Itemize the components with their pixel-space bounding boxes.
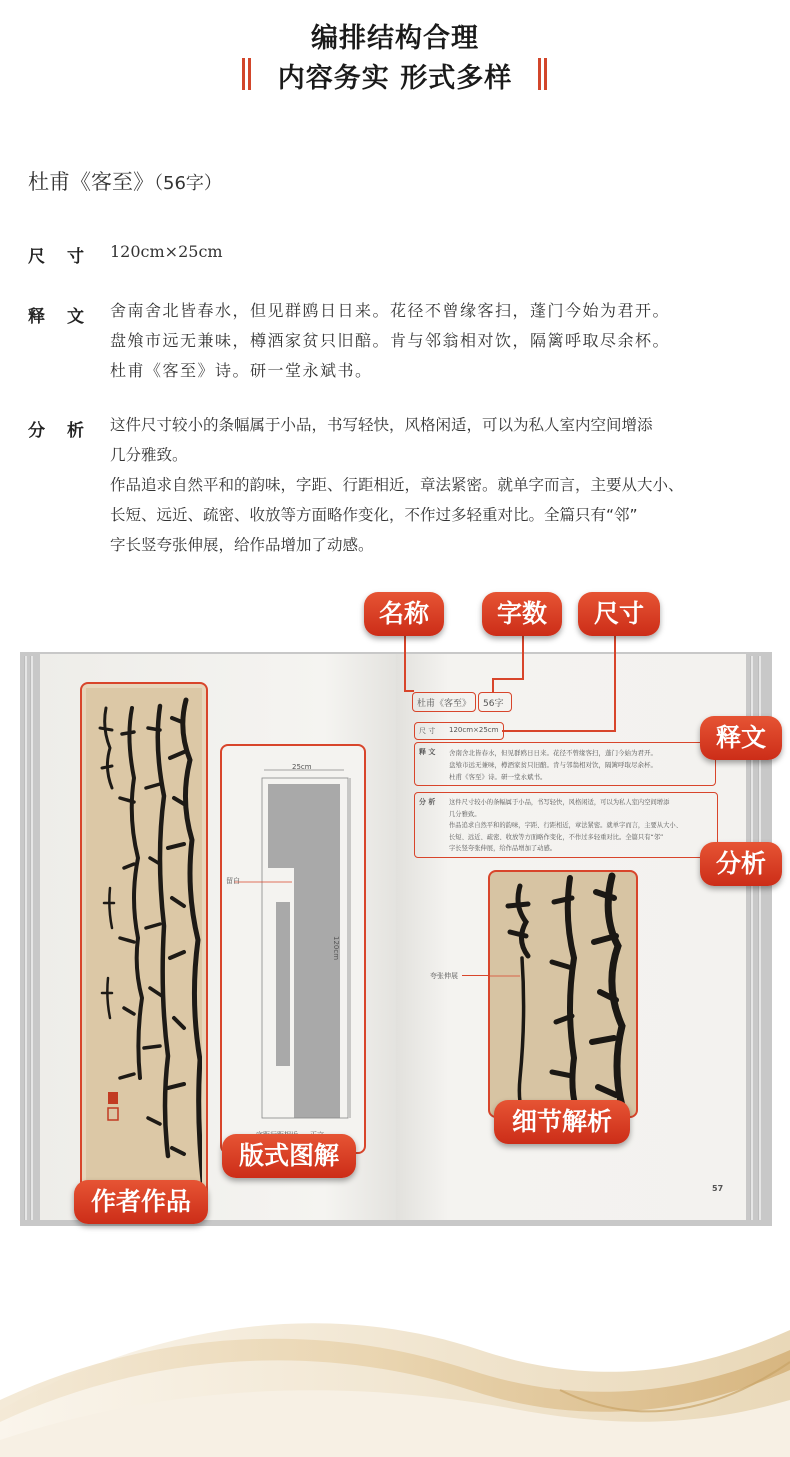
mini-text-line: 杜甫《客至》诗。研一堂永斌书。 [449, 773, 547, 781]
mini-count-box [478, 692, 512, 712]
mini-text-line: 舍南舍北皆春水，但见群鸥日日来。花径不曾缘客扫，蓬门今始为君开。 [449, 749, 657, 757]
mini-title: 杜甫《客至》 [417, 699, 472, 709]
mini-analysis-line: 字长竖夸张伸展，给作品增加了动感。 [449, 845, 557, 852]
poem-title-main: 杜甫《客至》 [28, 170, 154, 194]
poem-char-count: （56字） [154, 173, 222, 194]
analysis-line: 几分雅致。 [110, 446, 188, 464]
mini-analysis-line: 这件尺寸较小的条幅属于小品，书写轻快，风格闲适，可以为私人室内空间增添 [449, 799, 670, 806]
decorative-wave [0, 1290, 790, 1457]
mini-text-label: 释 文 [419, 748, 436, 756]
detail-note-line [462, 975, 490, 976]
text-label: 释文 [28, 307, 106, 327]
analysis-body [110, 410, 770, 560]
callout-name: 名称 [364, 592, 444, 636]
callout-detail: 细节解析 [494, 1100, 630, 1144]
layout-diagram [220, 744, 366, 1154]
callout-work: 作者作品 [74, 1180, 208, 1224]
detail-crop [488, 870, 638, 1118]
detail-strokes [490, 872, 636, 1116]
page-number: 57 [712, 1184, 724, 1193]
diagram-left-note: 留白 [226, 877, 240, 885]
mini-analysis-line: 长短、远近、疏密、收放等方面略作变化，不作过多轻重对比。全篇只有“邻” [449, 833, 664, 841]
page-stack-left [24, 656, 27, 1220]
poem-title [28, 166, 222, 196]
mini-text-box [414, 742, 716, 786]
callout-count: 字数 [482, 592, 562, 636]
callout-text: 释文 [700, 716, 782, 760]
mini-analysis-line: 作品追求自然平和的韵味，字距、行距相近，章法紧密。就单字而言，主要从大小、 [449, 822, 682, 829]
accent-bars-right [538, 58, 548, 90]
callout-size: 尺寸 [578, 592, 660, 636]
diagram-height-label: 120cm [332, 936, 340, 961]
headline-secondary: 内容务实 形式多样 [277, 63, 513, 94]
calligraphy-strokes [86, 688, 202, 1206]
mini-analysis-line: 几分雅致。 [449, 810, 481, 818]
callout-line-size [614, 628, 616, 732]
callout-analysis: 分析 [700, 842, 782, 886]
analysis-line: 作品追求自然平和的韵味，字距、行距相近，章法紧密。就单字而言，主要从大小、 [110, 476, 684, 494]
mini-size-label: 尺 寸 [419, 727, 436, 735]
analysis-line: 这件尺寸较小的条幅属于小品，书写轻快，风格闲适，可以为私人室内空间增添 [110, 416, 653, 434]
callout-line-count [492, 678, 524, 680]
size-value: 120cm×25cm [110, 242, 223, 261]
mini-text-line: 盘飧市远无兼味，樽酒家贫只旧醅。肯与邻翁相对饮，隔篱呼取尽余杯。 [449, 761, 657, 769]
size-label: 尺寸 [28, 247, 106, 267]
mini-title-box [412, 692, 476, 712]
mini-size-value: 120cm×25cm [449, 726, 499, 734]
text-body [110, 296, 770, 386]
mini-size-box [414, 722, 504, 740]
analysis-line: 长短、远近、疏密、收放等方面略作变化，不作过多轻重对比。全篇只有“邻” [110, 506, 638, 524]
mini-text-body [449, 747, 657, 783]
callout-line-name [404, 628, 406, 692]
analysis-line: 字长竖夸张伸展，给作品增加了动感。 [110, 536, 374, 554]
text-line: 舍南舍北皆春水，但见群鸥日日来。花径不曾缘客扫，蓬门今始为君开。 [110, 301, 671, 320]
page-stack-left [30, 656, 33, 1220]
callout-layout: 版式图解 [222, 1134, 356, 1178]
diagram-width-label: 25cm [292, 763, 312, 771]
mini-analysis-box [414, 792, 718, 858]
mini-analysis-body [449, 797, 682, 855]
layout-diagram-drawing [222, 746, 364, 1152]
text-line: 盘飧市远无兼味，樽酒家贫只旧醅。肯与邻翁相对饮，隔篱呼取尽余杯。 [110, 331, 671, 350]
analysis-label: 分析 [28, 421, 106, 441]
callout-line-count [492, 678, 494, 692]
callout-line-name [404, 690, 414, 692]
detail-note: 夸张伸展 [430, 972, 458, 980]
callout-line-size [502, 730, 616, 732]
headline-primary: 编排结构合理 [311, 23, 479, 54]
text-line: 杜甫《客至》诗。研一堂永斌书。 [110, 361, 373, 380]
artwork-scroll [80, 682, 208, 1212]
mini-analysis-label: 分 析 [419, 798, 436, 806]
mini-count: 56字 [483, 699, 504, 709]
